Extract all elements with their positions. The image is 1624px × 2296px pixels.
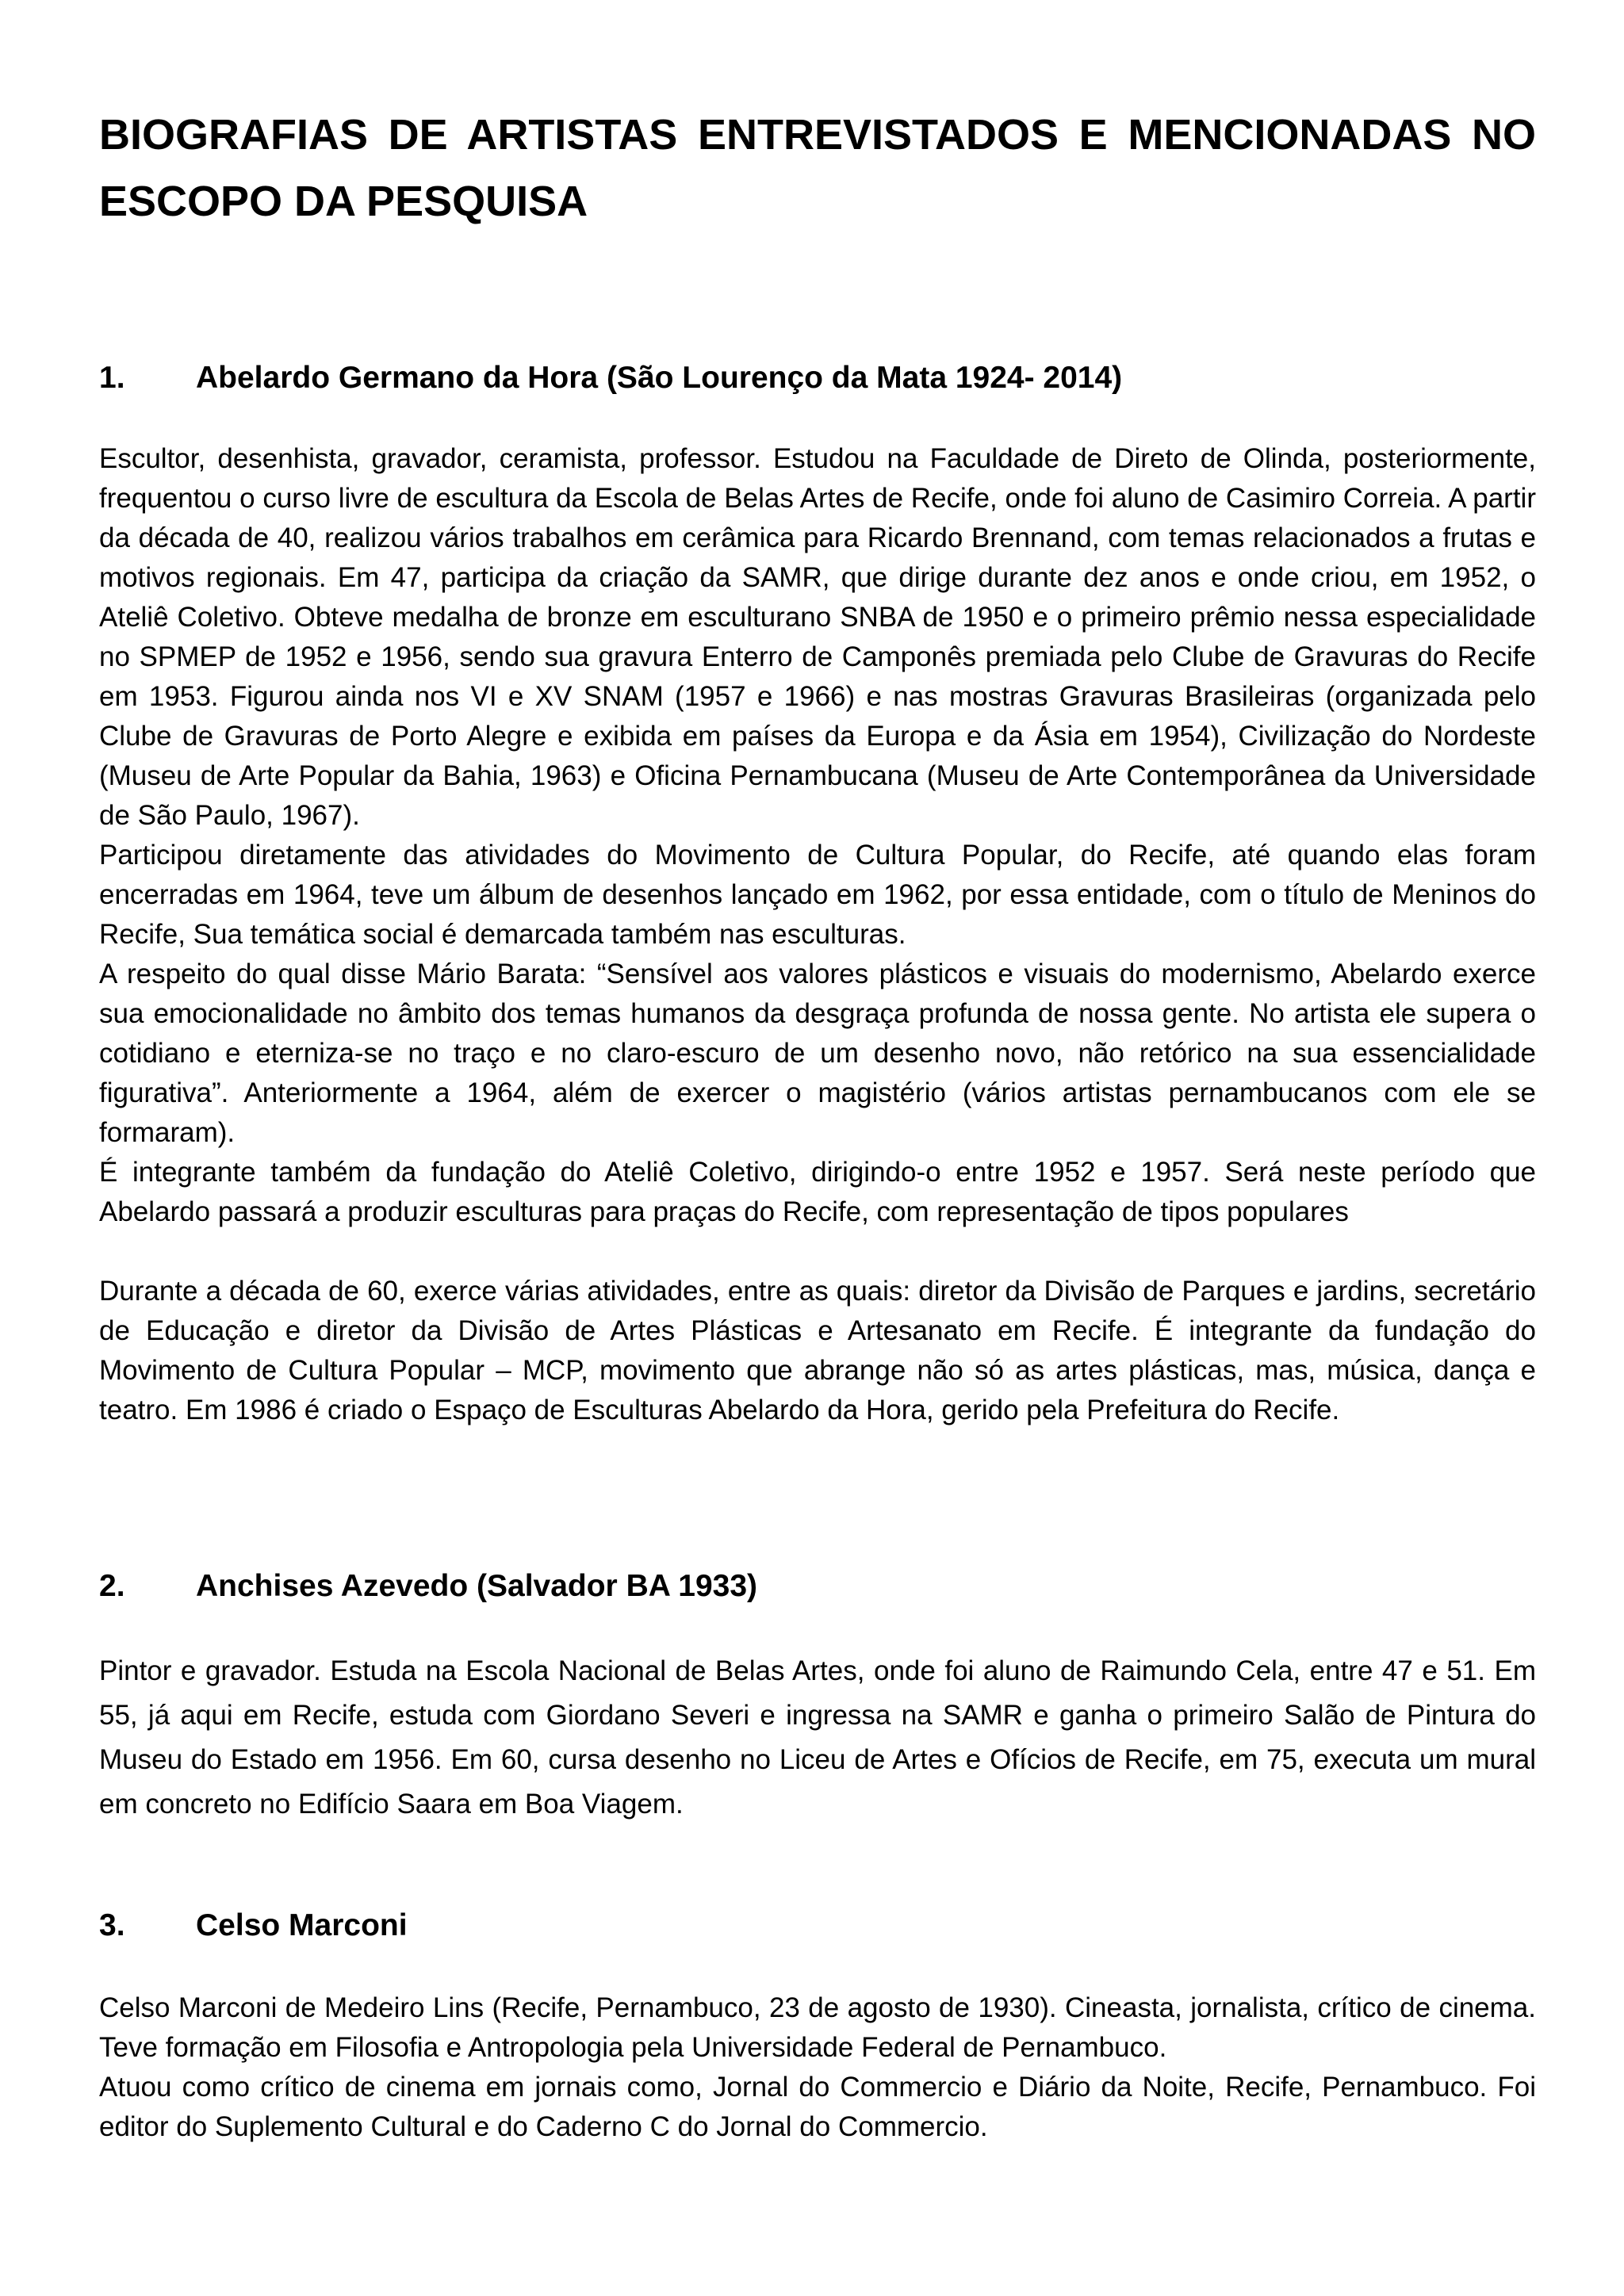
biography-paragraph: Durante a década de 60, exerce várias atividades, entre as quais: diretor da Divisão de Parques e jardins, secretário de Educação e diretor da Divisão de Artes Plásticas e Artesanato em Recife. É integrante da fundação do Movimento de Cultura Popular – MCP, movimento que abrange não só as artes plásticas, mas, música, dança e teatro. Em 1986 é criado o Espaço de Esculturas Abelardo da Hora, gerido pela Prefeitura do Recife.	[99, 1276, 1536, 1425]
document-page	[99, 101, 1536, 2142]
biography-section-abelardo	[99, 357, 1536, 1430]
biography-paragraph: Celso Marconi de Medeiro Lins (Recife, Pernambuco, 23 de agosto de 1930). Cineasta, jornalista, crítico de cinema. Teve formação em Filosofia e Antropologia pela Universidade Federal de Pernambuco.	[99, 1992, 1536, 2063]
biography-paragraph: Escultor, desenhista, gravador, ceramista, professor. Estudou na Faculdade de Direto de Olinda, posteriormente, frequentou o curso livre de escultura da Escola de Belas Artes de Recife, onde foi aluno de Casimiro Correia. A partir da década de 40, realizou vários trabalhos em cerâmica para Ricardo Brennand, com temas relacionados a frutas e motivos regionais. Em 47, participa da criação da SAMR, que dirige durante dez anos e onde criou, em 1952, o Ateliê Coletivo. Obteve medalha de bronze em esculturano SNBA de 1950 e o primeiro prêmio nessa especialidade no SPMEP de 1952 e 1956, sendo sua gravura Enterro de Camponês premiada pelo Clube de Gravuras do Recife em 1953. Figurou ainda nos VI e XV SNAM (1957 e 1966) e nas mostras Gravuras Brasileiras (organizada pelo Clube de Gravuras de Porto Alegre e exibida em países da Europa e da Ásia em 1954), Civilização do Nordeste (Museu de Arte Popular da Bahia, 1963) e Oficina Pernambucana (Museu de Arte Contemporânea da Universidade de São Paulo, 1967).	[99, 443, 1536, 831]
biography-paragraph: É integrante também da fundação do Ateliê Coletivo, dirigindo-o entre 1952 e 1957. Será neste período que Abelardo passará a produzir esculturas para praças do Recife, com representação de tipos populares	[99, 1157, 1536, 1227]
document-title: BIOGRAFIAS DE ARTISTAS ENTREVISTADOS E MENCIONADAS NO ESCOPO DA PESQUISA	[99, 111, 1536, 225]
section-title: Anchises Azevedo (Salvador BA 1933)	[196, 1569, 758, 1603]
section-number: 2.	[99, 1569, 125, 1603]
section-number: 1.	[99, 361, 125, 395]
section-heading	[99, 1565, 1536, 1608]
section-title: Celso Marconi	[196, 1908, 408, 1942]
biography-section-anchises	[99, 1565, 1536, 1827]
section-title: Abelardo Germano da Hora (São Lourenço da Mata 1924- 2014)	[196, 361, 1123, 395]
biography-paragraph: Atuou como crítico de cinema em jornais como, Jornal do Commercio e Diário da Noite, Recife, Pernambuco. Foi editor do Suplemento Cultural e do Caderno C do Jornal do Commercio.	[99, 2072, 1536, 2142]
section-number: 3.	[99, 1908, 125, 1942]
biography-section-celso	[99, 1904, 1536, 2147]
biography-paragraph: Pintor e gravador. Estuda na Escola Nacional de Belas Artes, onde foi aluno de Raimundo Cela, entre 47 e 51. Em 55, já aqui em Recife, estuda com Giordano Severi e ingressa na SAMR e ganha o primeiro Salão de Pintura do Museu do Estado em 1956. Em 60, cursa desenho no Liceu de Artes e Ofícios de Recife, em 75, executa um mural em concreto no Edifício Saara em Boa Viagem.	[99, 1655, 1536, 1820]
biography-paragraph: A respeito do qual disse Mário Barata: “Sensível aos valores plásticos e visuais do modernismo, Abelardo exerce sua emocionalidade no âmbito dos temas humanos da desgraça profunda de nossa gente. No artista ele supera o cotidiano e eterniza-se no traço e no claro-escuro de um desenho novo, não retórico na sua essencialidade figurativa”. Anteriormente a 1964, além de exercer o magistério (vários artistas pernambucanos com ele se formaram).	[99, 959, 1536, 1148]
biography-paragraph: Participou diretamente das atividades do Movimento de Cultura Popular, do Recife, até quando elas foram encerradas em 1964, teve um álbum de desenhos lançado em 1962, por essa entidade, com o título de Meninos do Recife, Sua temática social é demarcada também nas esculturas.	[99, 840, 1536, 950]
section-heading	[99, 1904, 1536, 1947]
section-heading	[99, 357, 1536, 400]
